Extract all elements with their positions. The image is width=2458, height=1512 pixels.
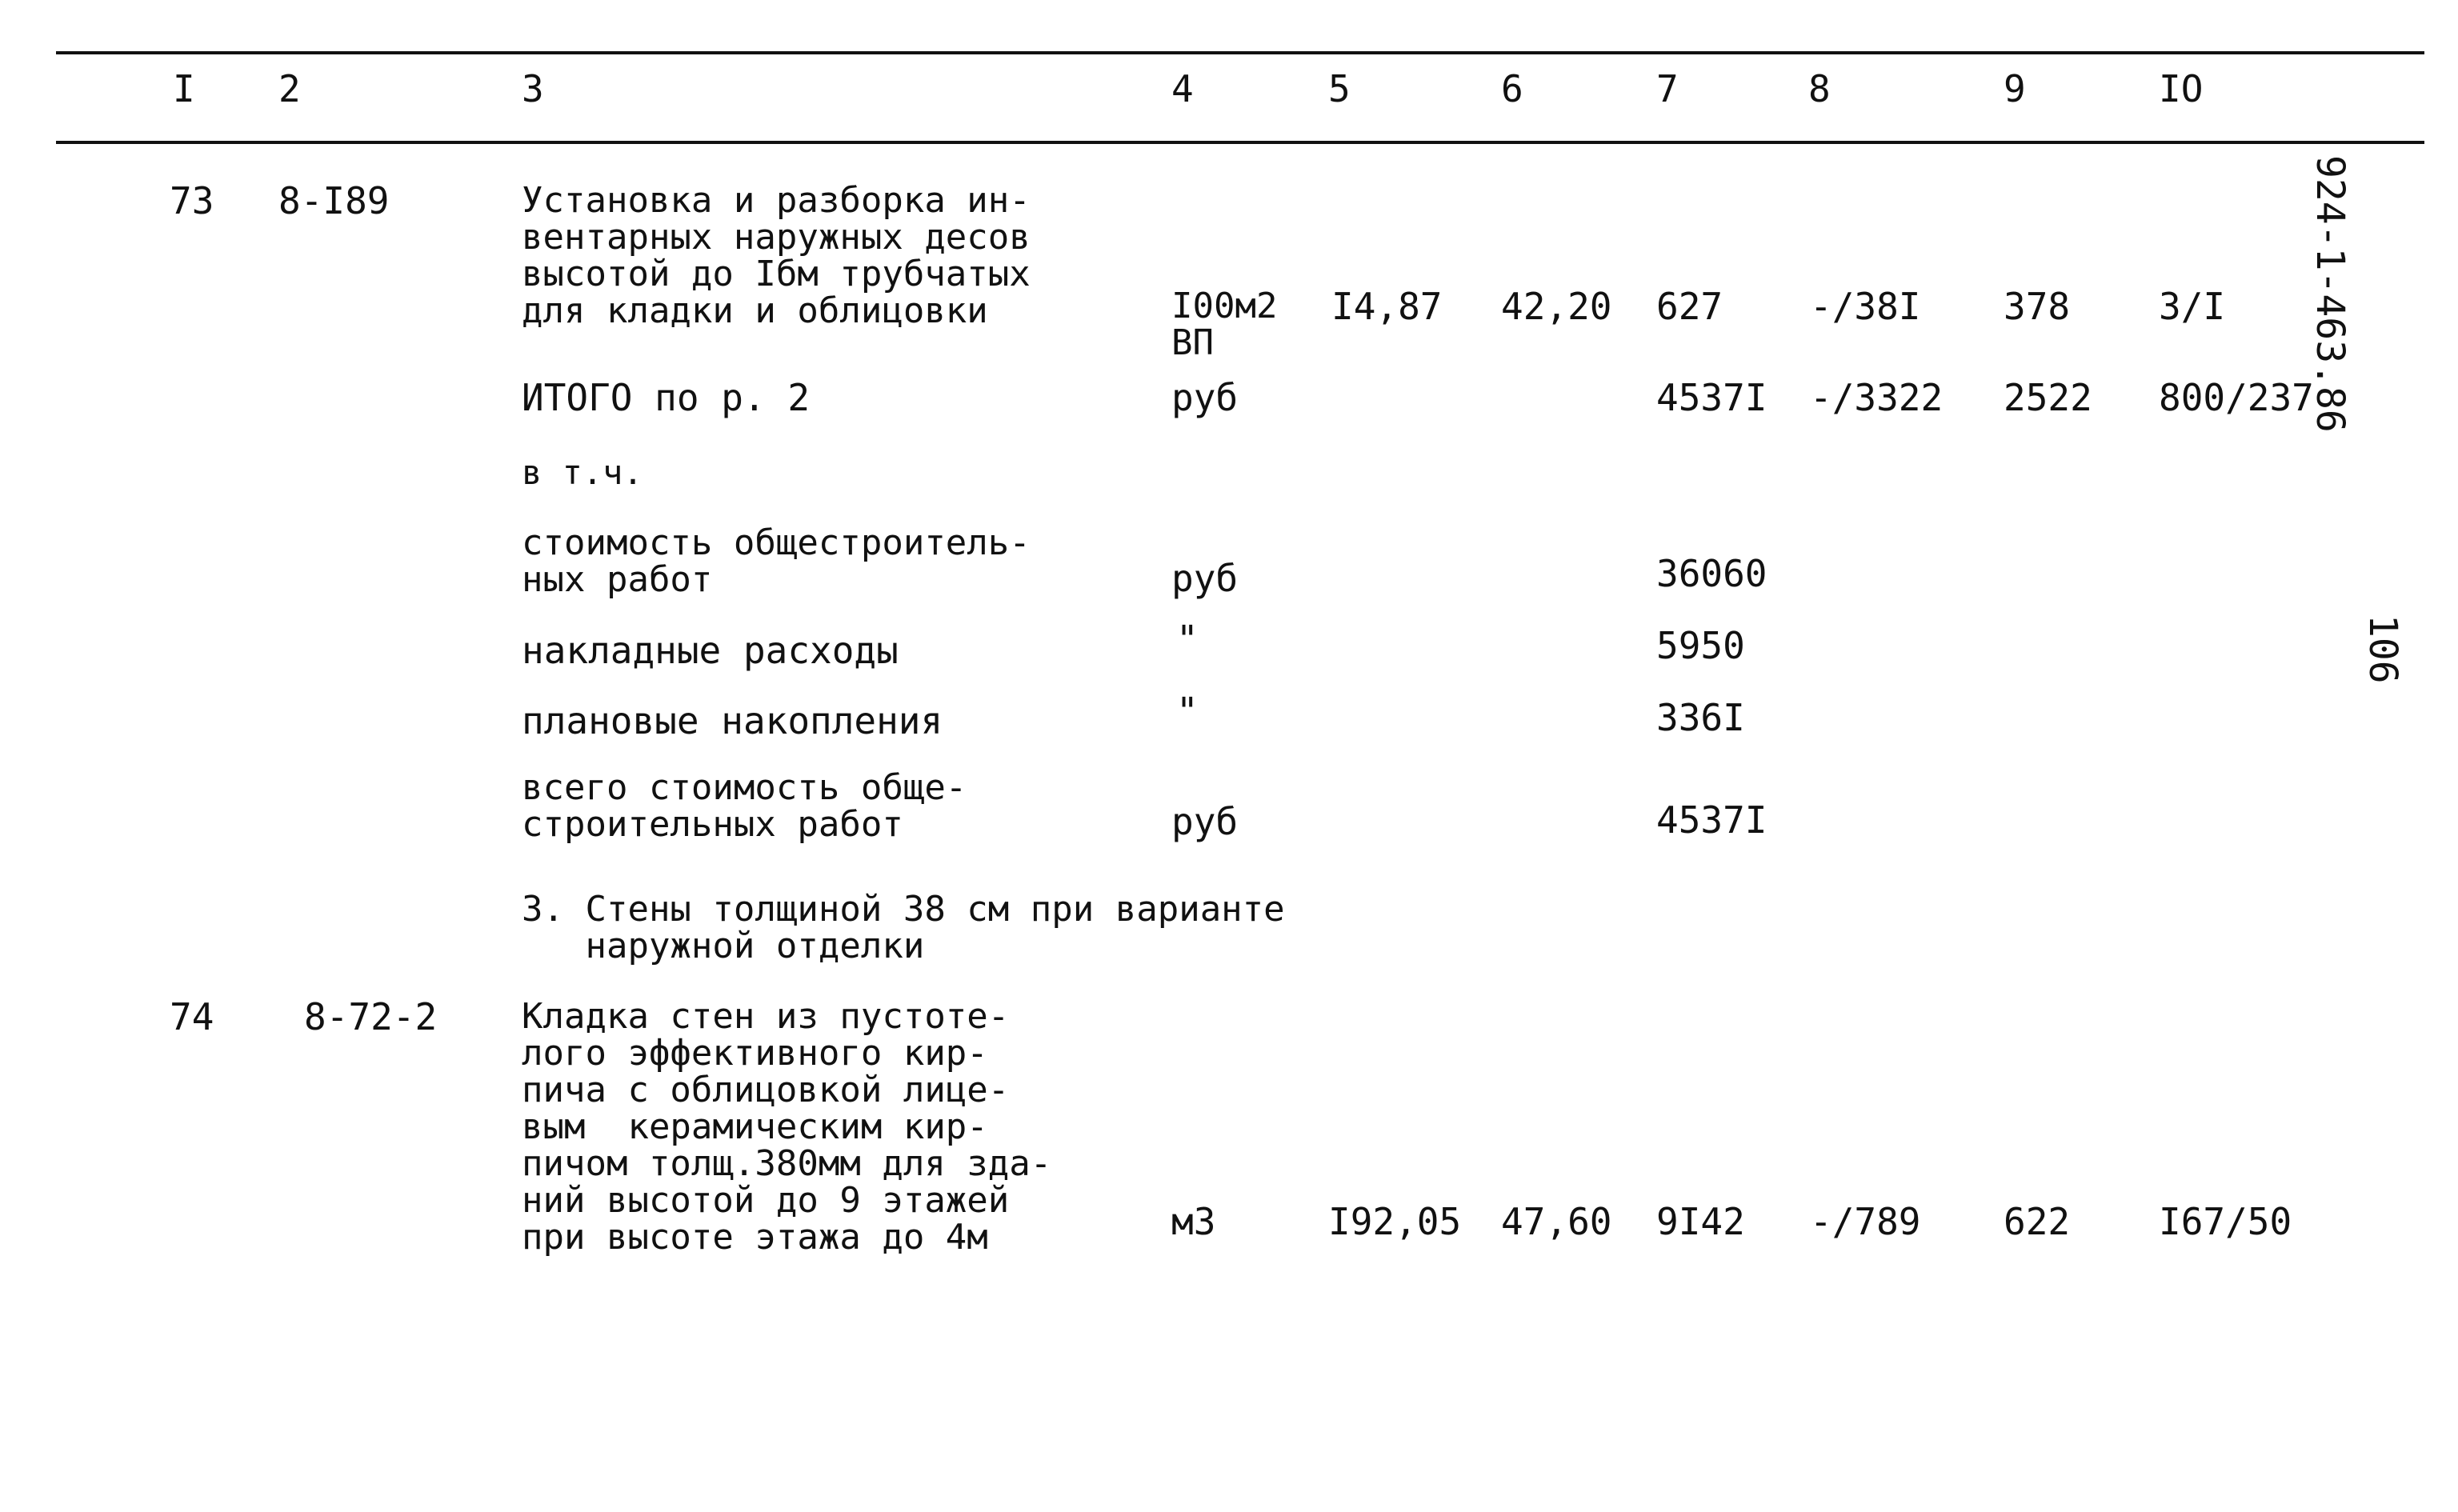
row-description: Установка и разборка ин- вентарных наружных десов высотой до Iбм трубчатых для кладки и облицовки — [522, 180, 1031, 331]
header-col-3: 3 — [522, 67, 544, 110]
general-cost-unit: руб — [1171, 557, 1239, 600]
general-cost-label: стоимость общестроитель- ных работ — [522, 522, 1031, 600]
total-label: ИТОГО по р. 2 — [522, 376, 811, 419]
total-col-9: 2522 — [2004, 376, 2092, 419]
planned-savings-label: плановые накопления — [522, 699, 943, 742]
total-col-7: 4537I — [1656, 376, 1767, 419]
row-col-7: 9I42 — [1656, 1200, 1745, 1243]
header-col-6: 6 — [1501, 67, 1523, 110]
row-code: 8-72-2 — [304, 995, 438, 1038]
total-col-8: -/3322 — [1810, 376, 1944, 419]
row-col-10: I67/50 — [2159, 1200, 2292, 1243]
including-label: в т.ч. — [522, 453, 643, 492]
planned-savings-unit: " — [1176, 690, 1199, 733]
row-number: 74 — [170, 995, 214, 1038]
row-col-5: I92,05 — [1328, 1200, 1462, 1243]
planned-savings-col-7: 336I — [1656, 696, 1745, 739]
general-cost-col-7: 36060 — [1656, 552, 1767, 595]
header-col-9: 9 — [2004, 67, 2026, 110]
header-bottom-rule — [56, 141, 2424, 144]
row-col-9: 622 — [2004, 1200, 2071, 1243]
total-col-10: 800/237 — [2159, 376, 2314, 419]
total-general-cost-unit: руб — [1171, 800, 1239, 843]
row-unit: м3 — [1171, 1200, 1216, 1243]
row-code: 8-I89 — [278, 179, 390, 222]
header-col-10: IO — [2159, 67, 2204, 110]
document-code: 924-1-463.86 — [2308, 155, 2352, 433]
row-number: 73 — [170, 179, 214, 222]
header-col-8: 8 — [1808, 67, 1831, 110]
row-unit: I00м2 ВП — [1171, 286, 1278, 363]
row-col-8: -/38I — [1810, 285, 1921, 328]
page-number: 106 — [2360, 614, 2405, 684]
row-col-6: 42,20 — [1501, 285, 1612, 328]
overhead-label: накладные расходы — [522, 629, 899, 672]
total-unit: руб — [1171, 376, 1239, 419]
header-col-4: 4 — [1171, 67, 1194, 110]
header-col-5: 5 — [1328, 67, 1351, 110]
row-description: Кладка стен из пустоте- лого эффективного кир- пича с облицовкой лице- вым керамическим кир- пичом толщ.380мм для зда- ний высотой до 9 этажей при высоте этажа до 4м — [522, 996, 1052, 1258]
overhead-col-7: 5950 — [1656, 624, 1745, 667]
row-col-10: 3/I — [2159, 285, 2226, 328]
row-col-6: 47,60 — [1501, 1200, 1612, 1243]
overhead-unit: " — [1176, 618, 1199, 661]
header-col-2: 2 — [278, 67, 301, 110]
header-col-7: 7 — [1656, 67, 1679, 110]
total-general-cost-col-7: 4537I — [1656, 798, 1767, 842]
row-col-8: -/789 — [1810, 1200, 1921, 1243]
row-col-5: I4,87 — [1331, 285, 1443, 328]
row-col-7: 627 — [1656, 285, 1723, 328]
total-general-cost-label: всего стоимость обще- строительных работ — [522, 767, 967, 845]
row-col-9: 378 — [2004, 285, 2071, 328]
header-top-rule — [56, 51, 2424, 54]
section-heading: 3. Стены толщиной 38 см при варианте наружной отделки — [522, 889, 1285, 966]
header-col-1: I — [173, 67, 195, 110]
